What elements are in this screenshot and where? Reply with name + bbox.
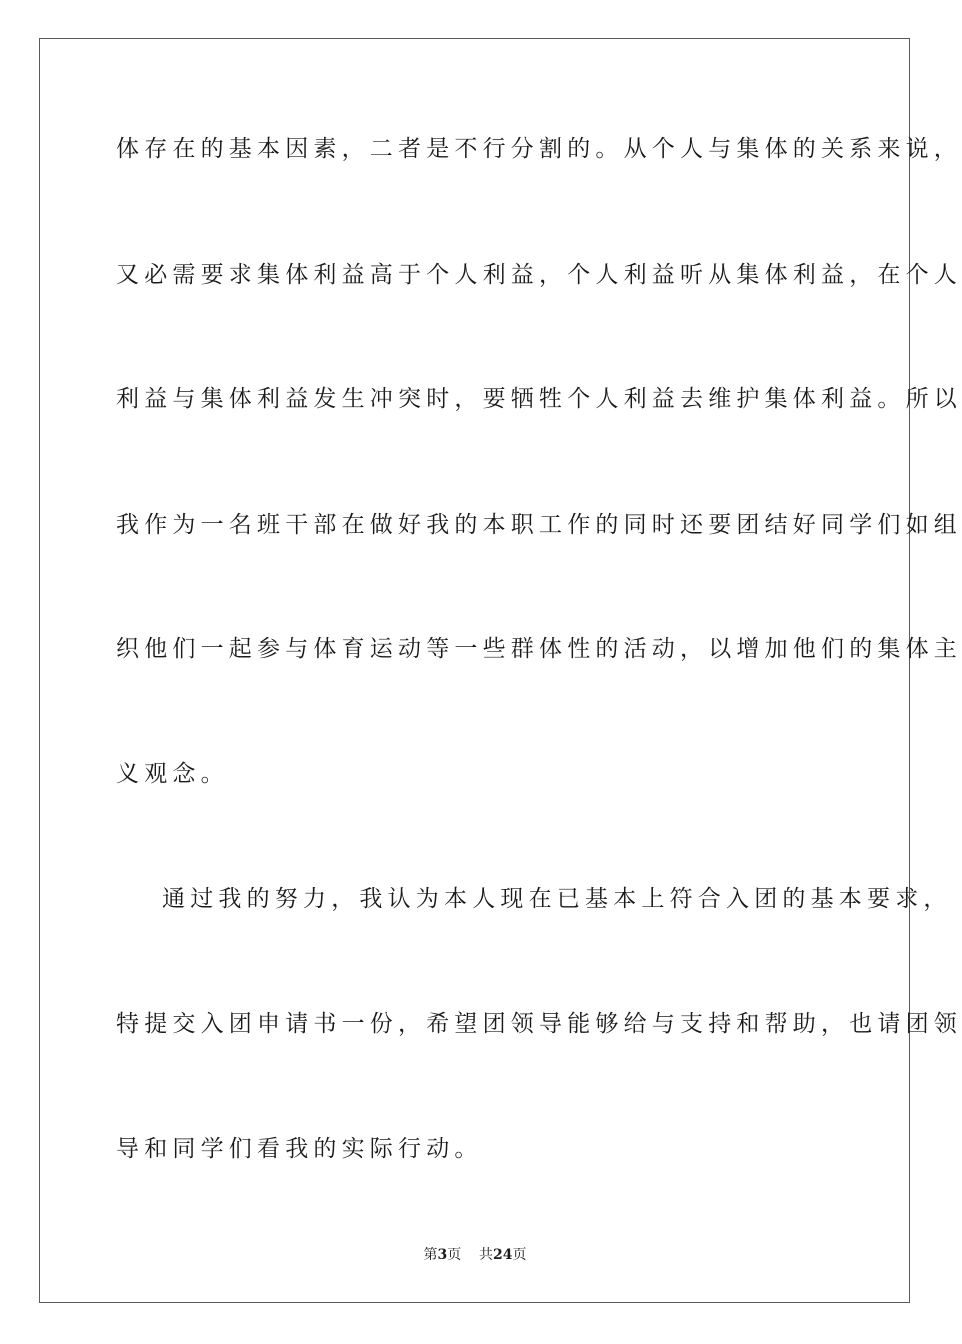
body-line-8: 特提交入团申请书一份，希望团领导能够给与支持和帮助，也请团领 bbox=[116, 1011, 962, 1037]
body-line-7: 通过我的努力，我认为本人现在已基本上符合入团的基本要求， bbox=[162, 886, 952, 912]
body-line-6: 义观念。 bbox=[116, 761, 229, 787]
body-line-3: 利益与集体利益发生冲突时，要牺牲个人利益去维护集体利益。所以 bbox=[116, 386, 962, 412]
footer-total-pages: 24 bbox=[493, 1247, 513, 1263]
page-frame bbox=[39, 38, 962, 1303]
footer-page-number: 3 bbox=[437, 1247, 448, 1263]
body-line-2: 又必需要求集体利益高于个人利益，个人利益听从集体利益，在个人 bbox=[116, 262, 962, 288]
body-line-9: 导和同学们看我的实际行动。 bbox=[116, 1136, 483, 1162]
page-footer bbox=[0, 1246, 950, 1264]
body-line-1: 体存在的基本因素，二者是不行分割的。从个人与集体的关系来说， bbox=[116, 136, 962, 162]
footer-page-suffix: 页 bbox=[447, 1247, 462, 1263]
footer-total-suffix: 页 bbox=[512, 1247, 527, 1263]
footer-total-prefix: 共 bbox=[479, 1247, 494, 1263]
body-line-5: 织他们一起参与体育运动等一些群体性的活动，以增加他们的集体主 bbox=[116, 636, 962, 662]
body-line-4: 我作为一名班干部在做好我的本职工作的同时还要团结好同学们如组 bbox=[116, 512, 962, 538]
footer-page-prefix: 第 bbox=[423, 1247, 438, 1263]
